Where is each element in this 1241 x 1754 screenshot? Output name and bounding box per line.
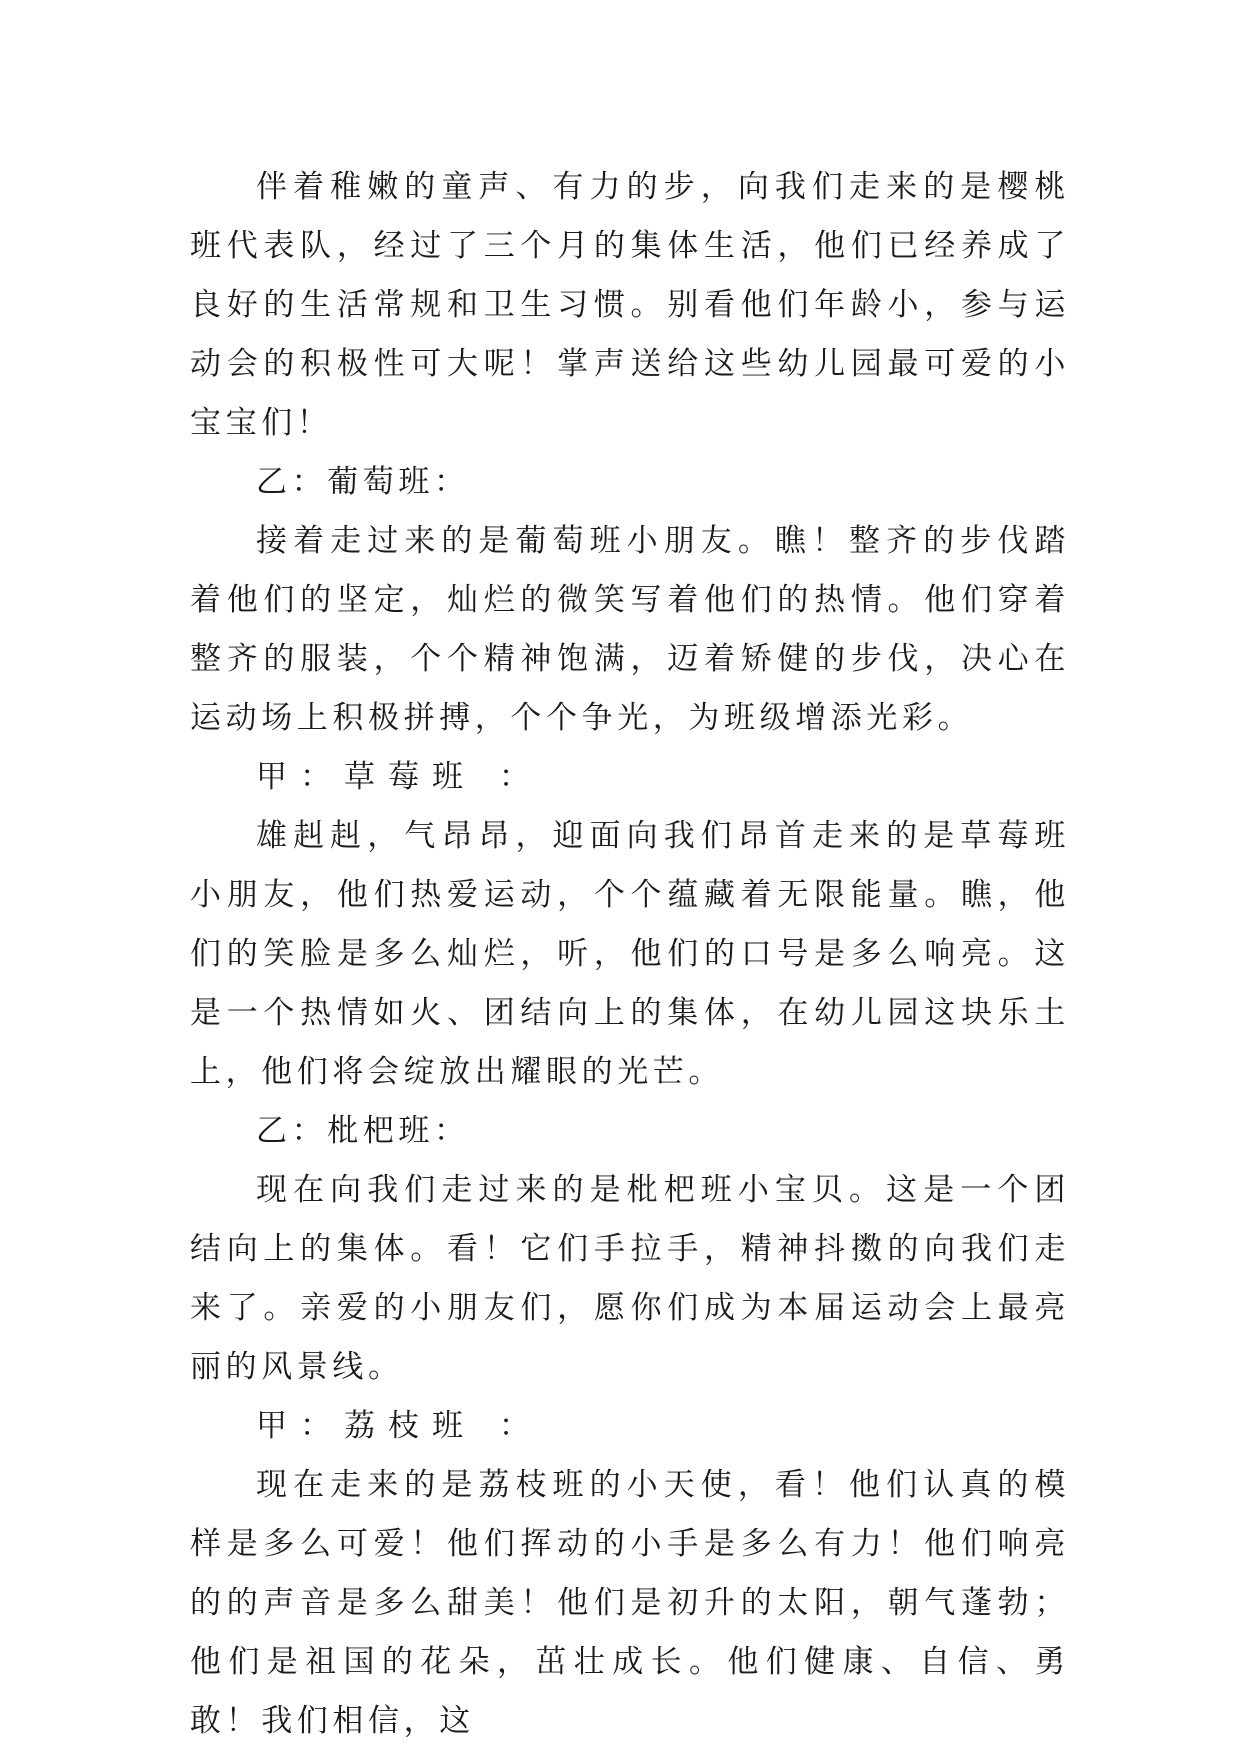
heading-loquat-class: 乙：枇杷班：: [256, 1113, 470, 1149]
paragraph-lychee-class: 现在走来的是荔枝班的小天使，看！他们认真的模样是多么可爱！他们挥动的小手是多么有力！他们响亮的的声音是多么甜美！他们是初升的太阳，朝气蓬勃；他们是祖国的花朵，茁壮成长。他们健康、自信、勇敢！我们相信，这: [190, 1467, 1070, 1739]
heading-strawberry-class: 甲：草莓班 ：: [256, 759, 543, 795]
paragraph-loquat-class: 现在向我们走过来的是枇杷班小宝贝。这是一个团结向上的集体。看！它们手拉手，精神抖擞的向我们走来了。亲爱的小朋友们，愿你们成为本届运动会上最亮丽的风景线。: [190, 1172, 1070, 1385]
paragraph-grape-class: 接着走过来的是葡萄班小朋友。瞧！整齐的步伐踏着他们的坚定，灿烂的微笑写着他们的热情。他们穿着整齐的服装，个个精神饱满，迈着矫健的步伐，决心在运动场上积极拼搏，个个争光，为班级增添光彩。: [190, 523, 1070, 736]
paragraph-cherry-class: 伴着稚嫩的童声、有力的步，向我们走来的是樱桃班代表队，经过了三个月的集体生活，他们已经养成了良好的生活常规和卫生习惯。别看他们年龄小，参与运动会的积极性可大呢！掌声送给这些幼儿园最可爱的小宝宝们！: [190, 169, 1070, 441]
paragraph-strawberry-class: 雄赳赳，气昂昂，迎面向我们昂首走来的是草莓班小朋友，他们热爱运动，个个蕴藏着无限能量。瞧，他们的笑脸是多么灿烂，听，他们的口号是多么响亮。这是一个热情如火、团结向上的集体，在幼儿园这块乐土上，他们将会绽放出耀眼的光芒。: [190, 818, 1070, 1090]
heading-grape-class: 乙：葡萄班：: [256, 464, 470, 500]
document-body: [190, 158, 1070, 1751]
heading-lychee-class: 甲：荔枝班 ：: [256, 1408, 543, 1444]
